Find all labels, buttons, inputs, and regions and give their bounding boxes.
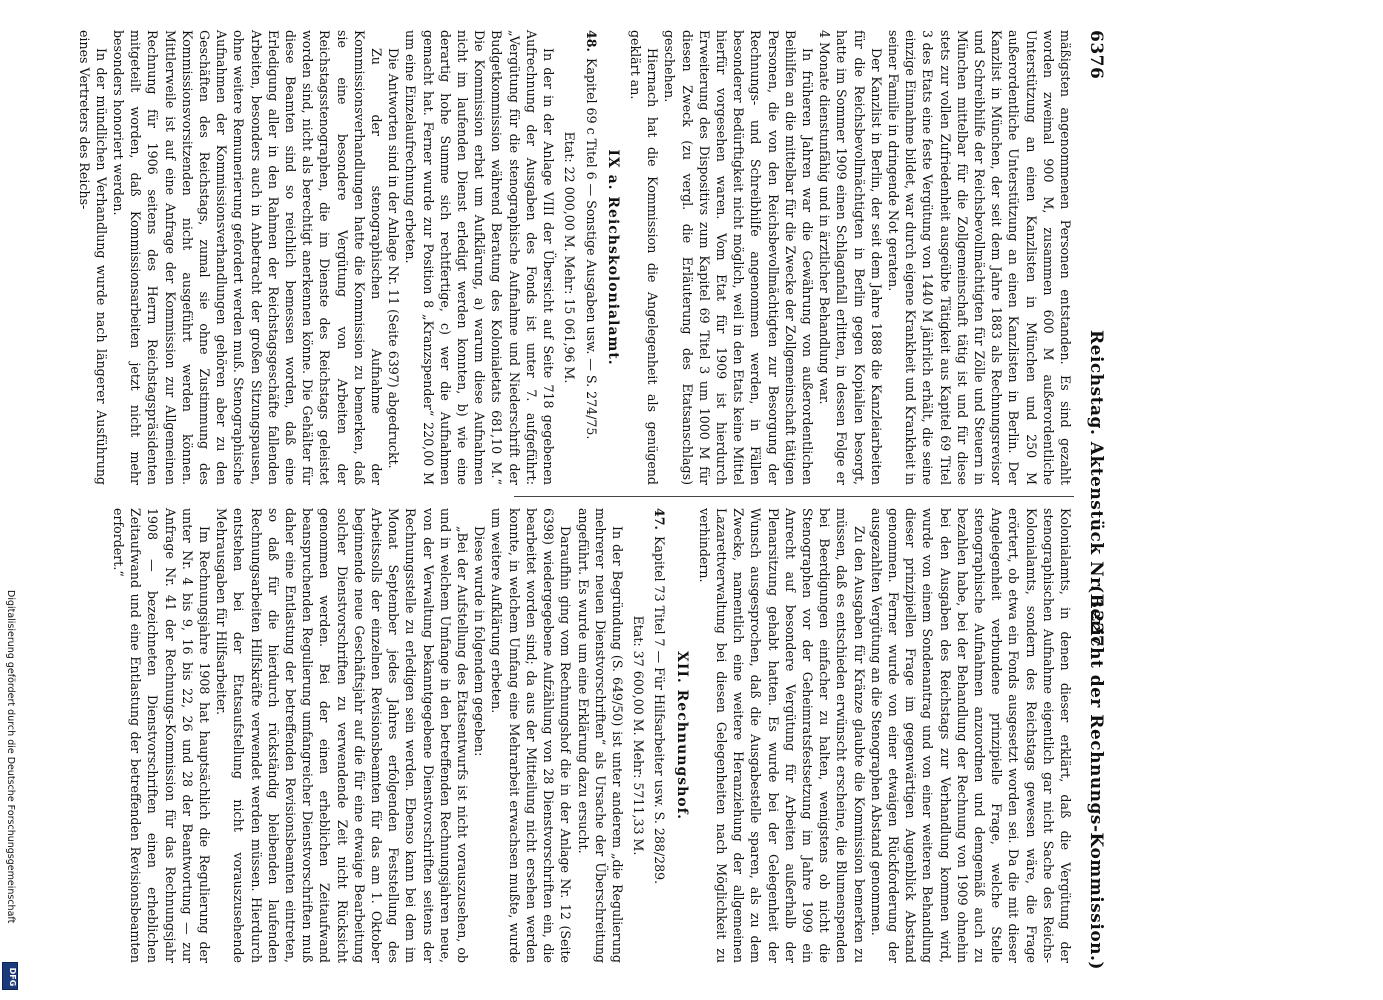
dfg-logo-icon	[2, 962, 18, 990]
paragraph: In der mündlichen Verhandlung wurde nach längerer Ausführung eines Vertreters des Reichs-	[76, 30, 109, 485]
item-text: Kapitel 69 c Titel 6 — Sonstige Ausgaben usw. — S. 274/75.	[583, 58, 599, 440]
paragraph: Die Antworten sind in der Anlage Nr. 11 (Seite 6397) abgedruckt.	[386, 48, 402, 469]
section-heading: IX a. Reichskolonialamt.	[604, 149, 621, 366]
item-number: 48.	[583, 30, 599, 52]
paragraph: In früheren Jahren war die Gewährung von außerordentlichen Beihilfen an die mittelbar für die Zwecke der Zollgemeinschaft tätigen Personen, die von den Reichsbevollmächtigten zur Besorgung der Rechnungs- und Schreibhilfe angenommen werden, in Fällen besonderer Bedürftigkeit nicht möglich, weil in den Etats keine Mittel hierfür vorgesehen waren. Vom Etat für 1909 ist hierdurch Erweiterung des Dispositivs zum Kapitel 69 Titel 3 um 1000 M für diesen Zweck (zu vergl. die Erläuterung des Etatsanschlags) geschehen.	[662, 30, 815, 485]
paragraph: Daraufhin ging vom Rechnungshof die in der Anlage Nr. 12 (Seite 6398) wiedergegebene Aufzählung von 28 Dienstvorschriften ein, die bearbeitet worden sind; da aus der Mitteilung nicht ersehen werden konnte, in welchem Umfang eine Mehrarbeit erwachsen mußte, wurde um weitere Aufklärung erbeten.	[489, 508, 574, 963]
item-number: 47.	[652, 508, 668, 530]
paragraph: Zu der stenographischen Aufnahme der Kommissionsverhandlungen hatte die Kommission zu bemerken, daß sie eine besondere Vergütung von Arbeiten der Reichstagsstenographen, die im Dienste des Reichstags geleistet worden sind, nicht als berechtigt anerkennen könne. Die Gehälter für diese Beamten sind so reichlich bemessen worden, daß eine Erledigung aller in den Rahmen der Reichstagsgeschäfte fallenden Arbeiten, besonders auch in Anbetracht der großen Sitzungspausen, ohne weitere Remunerierung gefordert werden muß. Stenographische Aufnahmen der Kommissionsverhandlungen gehören aber zu den Geschäften des Reichstags, zumal sie ohne Zustimmung des Kommissionsvorsitzenden nicht ausgeführt werden können. Mittlerweile ist auf eine Anfrage der Kommission zur Allgemeinen Rechnung für 1906 seitens des Herrn Reichstagspräsidenten mitgeteilt worden, daß Kommissionsarbeiten jetzt nicht mehr besonders honoriert werden.	[111, 30, 385, 485]
paragraph: In der Begründung (S. 649/50) ist unter anderem „die Regulierung mehrerer neuen Dienstvorschriften“ als Ursache der Überschreitung angeführt. Es wurde um eine Erklärung dazu ersucht.	[575, 508, 625, 963]
digitization-stamp	[2, 590, 16, 1000]
right-column	[94, 508, 1074, 963]
column-divider	[514, 496, 1074, 497]
item-entry	[582, 30, 599, 485]
paragraph: Zu den Ausgaben für Kränze glaubte die Kommission bemerken zu müssen, daß es entschieden erwünscht erscheine, die Blumenspenden bei Beerdigungen einfacher zu halten, wenigstens ob nicht die Stenographen vor der Geheimratsfestsetzung im Jahre 1909 ein Anrecht auf besondere Vergütung für Arbeiten außerhalb der Plenarsitzung gehabt hatten. Es wurde bei der Gelegenheit der Wunsch ausgesprochen, daß die Ausgabestelle sparen, als zu dem Zwecke, namentlich eine weitere Heranziehung der allgemeinen Lazarettverwaltung bei diesen Gelegenheiten nach Möglichkeit zu verhindern.	[696, 508, 867, 963]
section-title: (Bericht der Rechnungs-Kommission.)	[1086, 585, 1106, 970]
stamp-text: Digitalisierung gefördert durch die Deutsche Forschungsgemeinschaft	[5, 590, 16, 924]
item-text: Kapitel 73 Titel 7 — Für Hilfsarbeiter usw. S. 288/289.	[652, 536, 668, 885]
paragraph: Der Kanzlist in Berlin, der seit dem Jahre 1888 die Kanzleiarbeiten für die Reichsbevollmächtigten in Berlin gegen Kopialien besorgt, hatte im Sommer 1909 einen Schlaganfall erlitten, in dessen Folge er 4 Monate dienstunfähig und in ärztlicher Behandlung war.	[817, 30, 884, 485]
etat-line: Etat: 37 600,00 M. Mehr: 5711,33 M.	[631, 615, 647, 856]
etat-line: Etat: 22 000,00 M. Mehr: 15 061,96 M.	[562, 131, 578, 384]
section-heading: XII. Rechnungshof.	[673, 650, 690, 821]
page-header	[1080, 30, 1110, 970]
logo-text: DFG	[8, 967, 17, 987]
paragraph: Kolonialamts, in denen dieser erklärt, daß die Vergütung der stenographischen Aufnahme eigentlich gar nicht Sache des Reichs-Kolonialamts, sondern des Reichstags gewesen wäre, die Frage erörtert, ob etwa ein Fonds ausgesetzt worden sei. Da die mit dieser Angelegenheit verbundene prinzipielle Frage, welche Stelle stenographische Aufnahmen anzuordnen und demgemäß auch zu bezahlen habe, bei der Behandlung der Rechnung von 1909 ohnehin bei den Ausgaben des Reichstags zur Verhandlung kommen wird, wurde von einem Sondenantrag und von einer weiteren Behandlung dieser prinzipiellen Frage im gegenwärtigen Augenblick Abstand genommen. Ferner wurde von einer etwaigen Rückforderung der ausgezahlten Vergütung an die Stenographen Abstand genommen.	[868, 508, 1073, 963]
paragraph: Hiernach hat die Kommission die Angelegenheit als genügend geklärt an.	[627, 30, 661, 485]
left-column	[76, 30, 1074, 485]
page-title: Reichstag. Aktenstück Nr. 1227.	[1086, 330, 1106, 654]
paragraph: In der in der Anlage VIII der Übersicht auf Seite 718 gegebenen Aufrechnung der Ausgaben des Fonds ist unter 7. aufgeführt: „Vergütung für die stenographische Aufnahme und Niederschrift der Budgetkommission während Beratung des Kolonialetats 681,10 M.“ Die Kommission erbat um Aufklärung, a) warum diese Aufnahmen nicht im laufenden Dienst erledigt werden konnten, b) wie eine derartig hohe Summe sich rechtfertige, c) wer die Aufnahmen gemacht hat. Ferner wurde zur Position 8 „Kranzspender“ 220,00 M um eine Einzelaufrechnung erbeten.	[403, 30, 557, 485]
page-number: 6376	[1086, 30, 1106, 80]
rotated-page	[76, 30, 1110, 970]
paragraph: Im Rechnungsjahre 1908 hat hauptsächlich die Regulierung der unter Nr. 4 bis 9, 16 bis 22, 26 und 28 der Beantwortung — zur Anfrage Nr. 41 der Rechnungs-Kommission für das Rechnungsjahr 1908 — bezeichneten Dienstvorschriften einen erheblichen Zeitaufwand und eine Entlastung der betreffenden Revisionsbeamten erfordert.“	[111, 508, 213, 963]
item-entry	[651, 508, 668, 963]
paragraph: Diese wurde in folgendem gegeben:	[472, 526, 488, 757]
paragraph: mäßigsten angenommenen Personen entstanden. Es sind gezahlt worden zweimal 900 M, zusammen 600 M außerordentliche Unterstützung an einen Kanzlisten in München und 250 M außerordentliche Unterstützung an einen Kanzlisten in Berlin. Der Kanzlist in München, der seit dem Jahre 1883 als Rechnungsrevisor und Schreibhilfe der Reichsbevollmächtigten für Zölle und Steuern in München mittelbar für die Zollgemeinschaft tätig ist und für diese stets zur vollen Zufriedenheit ausgeübte Tätigkeit aus Kapitel 69 Titel 3 des Etats eine feste Vergütung von 1440 M jährlich erhält, die seine einzige Einnahme bildet, war durch eigene Krankheit und Krankheit in seiner Familie in dringende Not geraten.	[885, 30, 1073, 485]
paragraph: „Bei der Aufstellung des Etatsentwurfs ist nicht vorauszusehen, ob und in welchem Umfange in den betreffenden Rechnungsjahren neue, von der Verwaltung bekanntgegebene Dienstvorschriften seitens der Rechnungsstelle zu erledigen sein werden. Ebenso kann bei dem im Monat September jedes Jahres erfolgenden Feststellung des Arbeitssolls der einzelnen Revisionsbeamten für das am 1. Oktober beginnende neue Geschäftsjahr auf die für eine etwaige Bearbeitung solcher Dienstvorschriften zu verwendende Zeit nicht Rücksicht genommen werden. Bei der einen erheblichen Zeitaufwand beanspruchenden Regulierung umfangreicher Dienstvorschriften muß daher eine Entlastung der betreffenden Revisionsbeamten eintreten, so daß für die hierdurch rückständig bleibenden laufenden Rechnungsarbeiten Hilfskräfte verwendet werden müssen. Hierdurch entstehen bei der Etatsaufstellung nicht vorauszusehende Mehrausgaben für Hilfsarbeiter.	[214, 508, 471, 963]
